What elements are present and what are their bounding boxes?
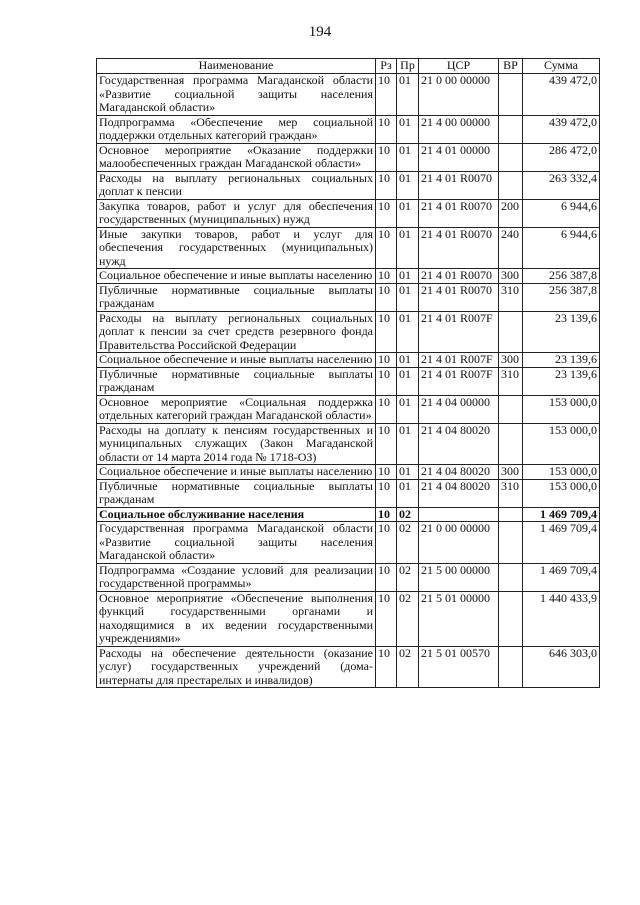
row-name: Расходы на выплату региональных социальных доплат к пенсии <box>97 171 376 199</box>
row-pr: 01 <box>397 227 419 269</box>
table-row <box>97 522 600 564</box>
header-pr: Пр <box>397 59 419 74</box>
row-sum: 153 000,0 <box>523 423 600 465</box>
table-row <box>97 199 600 227</box>
header-name: Наименование <box>97 59 376 74</box>
row-rz: 10 <box>376 367 397 395</box>
row-sum: 439 472,0 <box>523 74 600 116</box>
row-sum: 153 000,0 <box>523 395 600 423</box>
row-csr: 21 4 01 R007F <box>419 353 499 368</box>
row-csr: 21 4 01 R007F <box>419 311 499 353</box>
row-rz: 10 <box>376 311 397 353</box>
row-pr: 01 <box>397 423 419 465</box>
row-rz: 10 <box>376 269 397 284</box>
row-sum: 6 944,6 <box>523 199 600 227</box>
row-sum: 23 139,6 <box>523 311 600 353</box>
row-csr: 21 4 00 00000 <box>419 115 499 143</box>
row-pr: 01 <box>397 465 419 480</box>
row-sum: 646 303,0 <box>523 646 600 688</box>
budget-table <box>96 58 600 688</box>
row-pr: 02 <box>397 507 419 522</box>
row-name: Основное мероприятие «Обеспечение выполнения функций государственными органами и находящимися в их ведении государственными учреждениями» <box>97 591 376 646</box>
row-name: Расходы на выплату региональных социальных доплат к пенсии за счет средств резервного фонда Правительства Российской Федерации <box>97 311 376 353</box>
row-vr: 240 <box>499 227 523 269</box>
header-vr: ВР <box>499 59 523 74</box>
row-rz: 10 <box>376 563 397 591</box>
table-row <box>97 591 600 646</box>
row-sum: 1 469 709,4 <box>523 522 600 564</box>
row-csr: 21 4 01 R007F <box>419 367 499 395</box>
table-row <box>97 227 600 269</box>
table-row <box>97 269 600 284</box>
row-rz: 10 <box>376 199 397 227</box>
row-csr: 21 0 00 00000 <box>419 74 499 116</box>
row-pr: 01 <box>397 353 419 368</box>
row-sum: 6 944,6 <box>523 227 600 269</box>
table-row <box>97 171 600 199</box>
row-vr <box>499 143 523 171</box>
row-rz: 10 <box>376 479 397 507</box>
row-name: Расходы на обеспечение деятельности (оказание услуг) государственных учреждений (дома-интернаты для престарелых и инвалидов) <box>97 646 376 688</box>
row-sum: 153 000,0 <box>523 479 600 507</box>
row-vr <box>499 646 523 688</box>
row-pr: 01 <box>397 367 419 395</box>
row-rz: 10 <box>376 646 397 688</box>
row-pr: 01 <box>397 115 419 143</box>
row-name: Социальное обеспечение и иные выплаты населению <box>97 465 376 480</box>
row-name: Государственная программа Магаданской области «Развитие социальной защиты населения Магаданской области» <box>97 522 376 564</box>
row-sum: 1 469 709,4 <box>523 563 600 591</box>
row-name: Социальное обслуживание населения <box>97 507 376 522</box>
page-number: 194 <box>308 24 332 40</box>
row-name: Подпрограмма «Обеспечение мер социальной поддержки отдельных категорий граждан» <box>97 115 376 143</box>
table-row <box>97 465 600 480</box>
row-vr: 310 <box>499 367 523 395</box>
row-name: Публичные нормативные социальные выплаты гражданам <box>97 367 376 395</box>
table-body <box>97 74 600 688</box>
row-csr: 21 4 01 00000 <box>419 143 499 171</box>
row-pr: 01 <box>397 143 419 171</box>
row-rz: 10 <box>376 395 397 423</box>
row-sum: 153 000,0 <box>523 465 600 480</box>
table-row <box>97 115 600 143</box>
table-header-row <box>97 59 600 74</box>
row-vr <box>499 311 523 353</box>
row-vr: 300 <box>499 465 523 480</box>
row-name: Иные закупки товаров, работ и услуг для обеспечения государственных (муниципальных) нужд <box>97 227 376 269</box>
row-vr <box>499 423 523 465</box>
row-name: Закупка товаров, работ и услуг для обеспечения государственных (муниципальных) нужд <box>97 199 376 227</box>
row-csr: 21 5 01 00000 <box>419 591 499 646</box>
row-csr: 21 4 01 R0070 <box>419 227 499 269</box>
row-pr: 01 <box>397 395 419 423</box>
row-csr: 21 4 04 80020 <box>419 479 499 507</box>
row-sum: 23 139,6 <box>523 367 600 395</box>
row-pr: 02 <box>397 522 419 564</box>
row-pr: 01 <box>397 74 419 116</box>
row-csr: 21 4 01 R0070 <box>419 171 499 199</box>
row-csr <box>419 507 499 522</box>
row-name: Социальное обеспечение и иные выплаты населению <box>97 353 376 368</box>
row-sum: 23 139,6 <box>523 353 600 368</box>
row-pr: 02 <box>397 646 419 688</box>
row-name: Подпрограмма «Создание условий для реализации государственной программы» <box>97 563 376 591</box>
table-row <box>97 423 600 465</box>
row-rz: 10 <box>376 227 397 269</box>
row-csr: 21 4 01 R0070 <box>419 199 499 227</box>
row-vr: 310 <box>499 283 523 311</box>
row-sum: 439 472,0 <box>523 115 600 143</box>
row-rz: 10 <box>376 353 397 368</box>
table-row <box>97 563 600 591</box>
row-vr: 200 <box>499 199 523 227</box>
row-csr: 21 4 04 00000 <box>419 395 499 423</box>
row-pr: 01 <box>397 171 419 199</box>
row-rz: 10 <box>376 74 397 116</box>
header-csr: ЦСР <box>419 59 499 74</box>
row-rz: 10 <box>376 143 397 171</box>
row-rz: 10 <box>376 507 397 522</box>
row-vr <box>499 171 523 199</box>
row-vr <box>499 115 523 143</box>
row-name: Социальное обеспечение и иные выплаты населению <box>97 269 376 284</box>
row-vr: 300 <box>499 353 523 368</box>
row-sum: 286 472,0 <box>523 143 600 171</box>
row-name: Основное мероприятие «Оказание поддержки малообеспеченных граждан Магаданской области» <box>97 143 376 171</box>
row-rz: 10 <box>376 115 397 143</box>
table-row <box>97 353 600 368</box>
row-pr: 01 <box>397 199 419 227</box>
row-rz: 10 <box>376 591 397 646</box>
row-vr: 300 <box>499 269 523 284</box>
table-row <box>97 283 600 311</box>
row-sum: 256 387,8 <box>523 269 600 284</box>
header-rz: Рз <box>376 59 397 74</box>
table-row <box>97 646 600 688</box>
row-pr: 01 <box>397 311 419 353</box>
row-name: Публичные нормативные социальные выплаты гражданам <box>97 283 376 311</box>
table-row <box>97 74 600 116</box>
row-csr: 21 4 01 R0070 <box>419 283 499 311</box>
table-row <box>97 311 600 353</box>
row-rz: 10 <box>376 465 397 480</box>
table-row <box>97 507 600 522</box>
row-name: Публичные нормативные социальные выплаты гражданам <box>97 479 376 507</box>
table-row <box>97 395 600 423</box>
row-name: Основное мероприятие «Социальная поддержка отдельных категорий граждан Магаданской области» <box>97 395 376 423</box>
header-sum: Сумма <box>523 59 600 74</box>
row-pr: 01 <box>397 283 419 311</box>
row-csr: 21 4 01 R0070 <box>419 269 499 284</box>
row-vr <box>499 563 523 591</box>
table-row <box>97 479 600 507</box>
row-csr: 21 4 04 80020 <box>419 465 499 480</box>
row-pr: 01 <box>397 479 419 507</box>
row-name: Расходы на доплату к пенсиям государственных и муниципальных служащих (Закон Магаданской области от 14 марта 2014 года № 1718-ОЗ) <box>97 423 376 465</box>
row-csr: 21 5 00 00000 <box>419 563 499 591</box>
row-rz: 10 <box>376 171 397 199</box>
row-sum: 256 387,8 <box>523 283 600 311</box>
row-csr: 21 0 00 00000 <box>419 522 499 564</box>
row-csr: 21 5 01 00570 <box>419 646 499 688</box>
row-rz: 10 <box>376 423 397 465</box>
row-pr: 02 <box>397 591 419 646</box>
row-vr <box>499 507 523 522</box>
row-vr <box>499 591 523 646</box>
row-vr <box>499 395 523 423</box>
row-sum: 1 440 433,9 <box>523 591 600 646</box>
row-rz: 10 <box>376 283 397 311</box>
row-pr: 01 <box>397 269 419 284</box>
row-csr: 21 4 04 80020 <box>419 423 499 465</box>
row-vr <box>499 522 523 564</box>
row-pr: 02 <box>397 563 419 591</box>
row-sum: 1 469 709,4 <box>523 507 600 522</box>
row-rz: 10 <box>376 522 397 564</box>
row-vr <box>499 74 523 116</box>
table-row <box>97 367 600 395</box>
row-name: Государственная программа Магаданской области «Развитие социальной защиты населения Магаданской области» <box>97 74 376 116</box>
row-sum: 263 332,4 <box>523 171 600 199</box>
row-vr: 310 <box>499 479 523 507</box>
table-row <box>97 143 600 171</box>
